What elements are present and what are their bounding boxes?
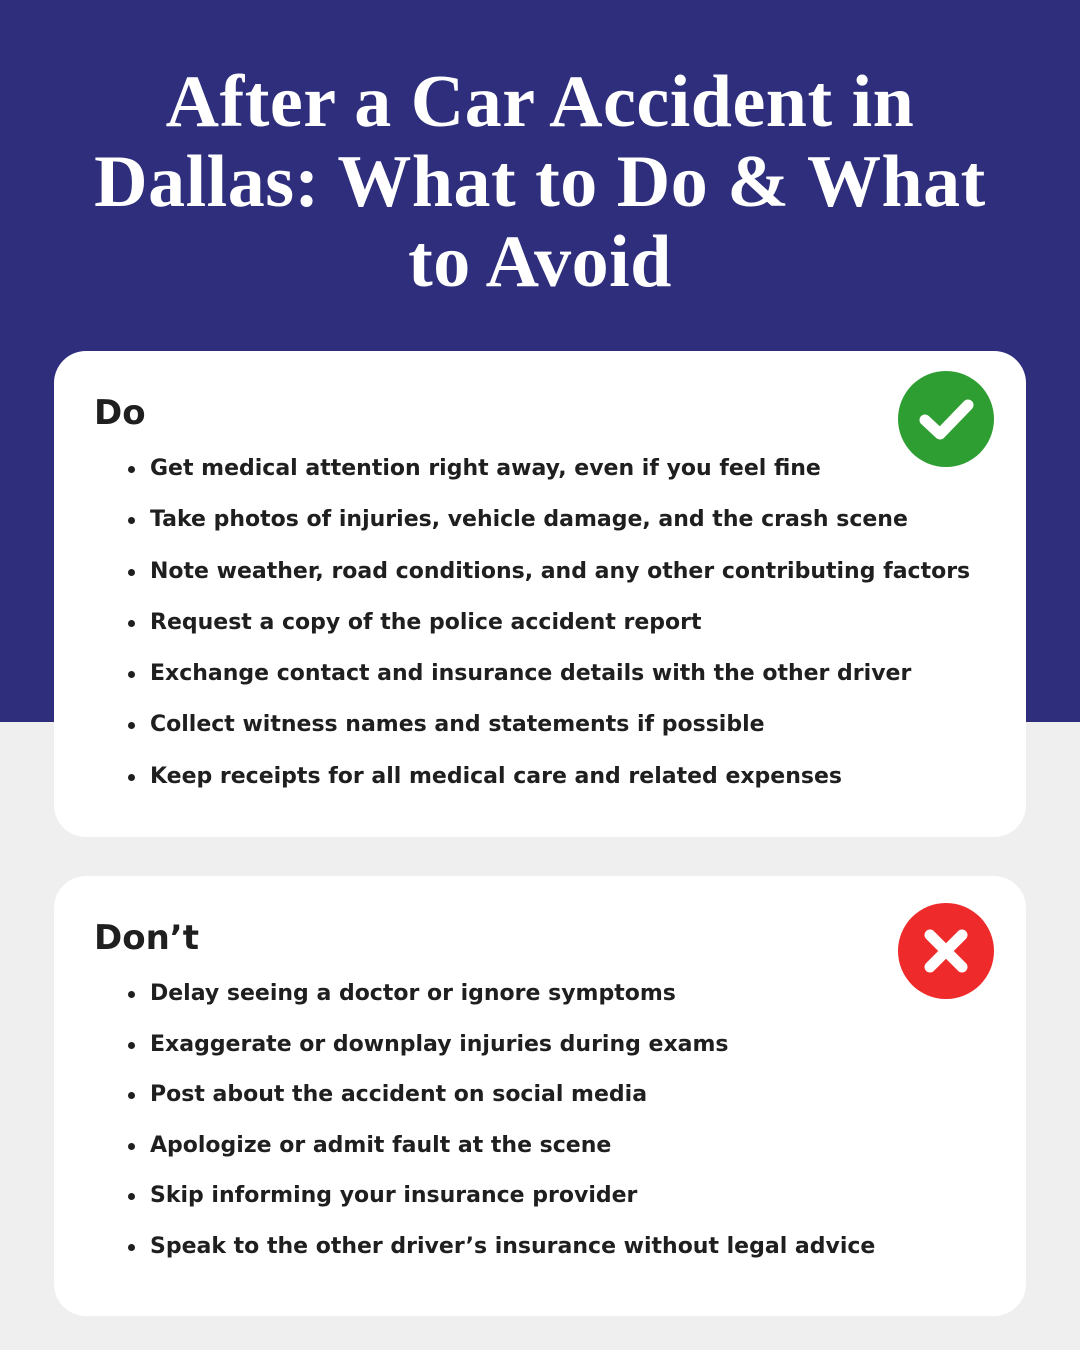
do-card — [54, 351, 1026, 837]
do-list — [126, 451, 970, 810]
dont-card — [54, 876, 1026, 1316]
dont-list — [126, 976, 875, 1280]
list-item: Exchange contact and insurance details with the other driver — [126, 656, 970, 707]
list-item: Delay seeing a doctor or ignore symptoms — [126, 976, 875, 1027]
dont-heading: Don’t — [94, 918, 199, 958]
page-title: After a Car Accident in Dallas: What to Do & What to Avoid — [94, 61, 986, 303]
list-item: Take photos of injuries, vehicle damage, and the crash scene — [126, 502, 970, 553]
list-item: Speak to the other driver’s insurance without legal advice — [126, 1229, 875, 1280]
do-heading: Do — [94, 393, 146, 433]
cross-icon — [898, 903, 994, 999]
list-item: Keep receipts for all medical care and related expenses — [126, 759, 970, 810]
list-item: Post about the accident on social media — [126, 1077, 875, 1128]
list-item: Request a copy of the police accident report — [126, 605, 970, 656]
list-item: Note weather, road conditions, and any other contributing factors — [126, 554, 970, 605]
list-item: Exaggerate or downplay injuries during exams — [126, 1027, 875, 1078]
list-item: Get medical attention right away, even if you feel fine — [126, 451, 970, 502]
list-item: Collect witness names and statements if possible — [126, 707, 970, 758]
list-item: Skip informing your insurance provider — [126, 1178, 875, 1229]
list-item: Apologize or admit fault at the scene — [126, 1128, 875, 1179]
